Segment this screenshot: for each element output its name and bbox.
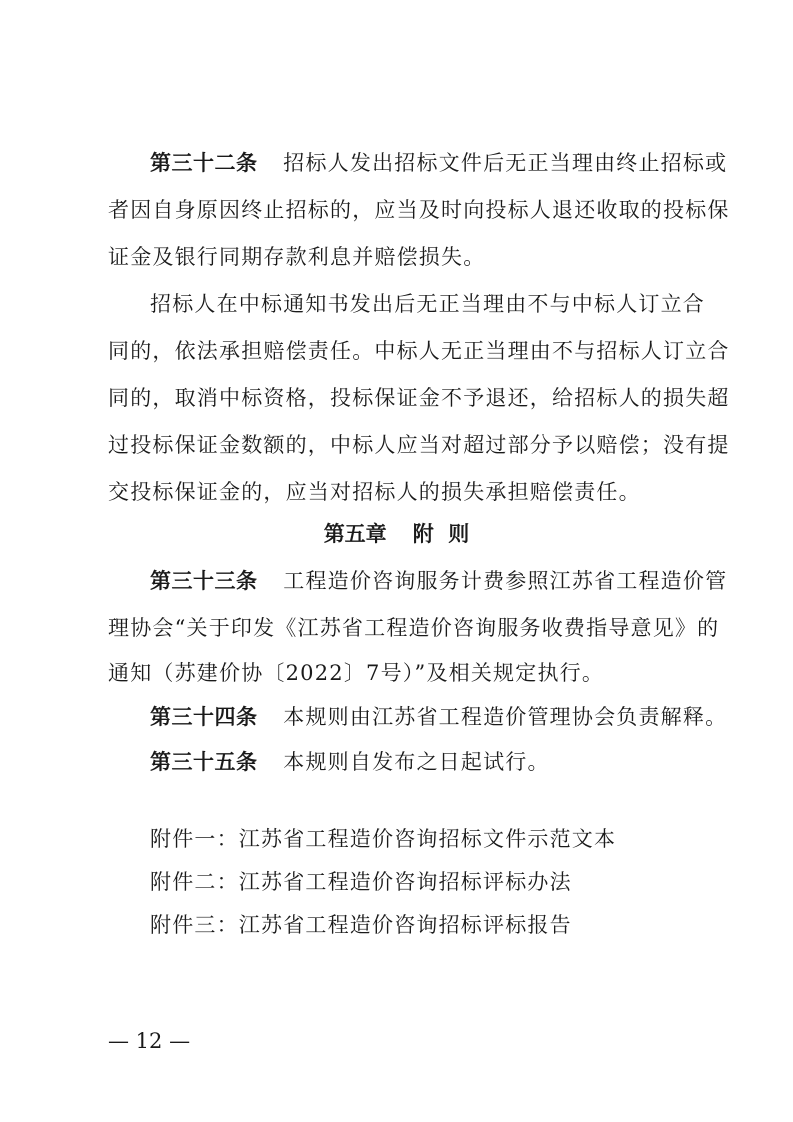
article-35-label: 第三十五条 <box>150 750 258 774</box>
chapter-number: 第五章 <box>323 522 387 546</box>
paragraph-2-line-5: 交投标保证金的，应当对招标人的损失承担赔偿责任。 <box>108 480 641 504</box>
article-32-text: 招标人发出招标文件后无正当理由终止招标或 <box>283 151 728 175</box>
article-34-text: 本规则由江苏省工程造价管理协会负责解释。 <box>283 705 728 729</box>
attachment-1: 附件一：江苏省工程造价咨询招标文件示范文本 <box>150 827 617 851</box>
chapter-heading <box>0 520 793 548</box>
article-33-label: 第三十三条 <box>150 569 258 593</box>
chapter-title: 附 则 <box>412 522 470 546</box>
article-32-line-2: 者因自身原因终止招标的，应当及时向投标人退还收取的投标保 <box>108 198 730 222</box>
article-34-label: 第三十四条 <box>150 705 258 729</box>
article-32-line-1 <box>150 149 740 177</box>
article-33-text: 工程造价咨询服务计费参照江苏省工程造价管 <box>283 569 728 593</box>
article-32-line-3: 证金及银行同期存款利息并赔偿损失。 <box>108 245 486 269</box>
article-33-line-2: 理协会“关于印发《江苏省工程造价咨询服务收费指导意见》的 <box>108 616 720 640</box>
paragraph-2-line-2: 同的，依法承担赔偿责任。中标人无正当理由不与招标人订立合 <box>108 339 730 363</box>
paragraph-2-line-1: 招标人在中标通知书发出后无正当理由不与中标人订立合 <box>150 292 705 316</box>
article-33-line-3: 通知（苏建价协〔2022〕7号）”及相关规定执行。 <box>108 661 605 685</box>
article-33-line-1 <box>150 567 740 595</box>
article-35-line <box>150 748 740 776</box>
article-35-text: 本规则自发布之日起试行。 <box>283 750 550 774</box>
paragraph-2-line-3: 同的，取消中标资格，投标保证金不予退还，给招标人的损失超 <box>108 386 730 410</box>
attachment-3: 附件三：江苏省工程造价咨询招标评标报告 <box>150 913 572 937</box>
article-34-line <box>150 703 740 731</box>
page-number: — 12 — <box>108 1029 191 1053</box>
paragraph-2-line-4: 过投标保证金数额的，中标人应当对超过部分予以赔偿；没有提 <box>108 433 730 457</box>
attachment-2: 附件二：江苏省工程造价咨询招标评标办法 <box>150 870 572 894</box>
article-32-label: 第三十二条 <box>150 151 258 175</box>
